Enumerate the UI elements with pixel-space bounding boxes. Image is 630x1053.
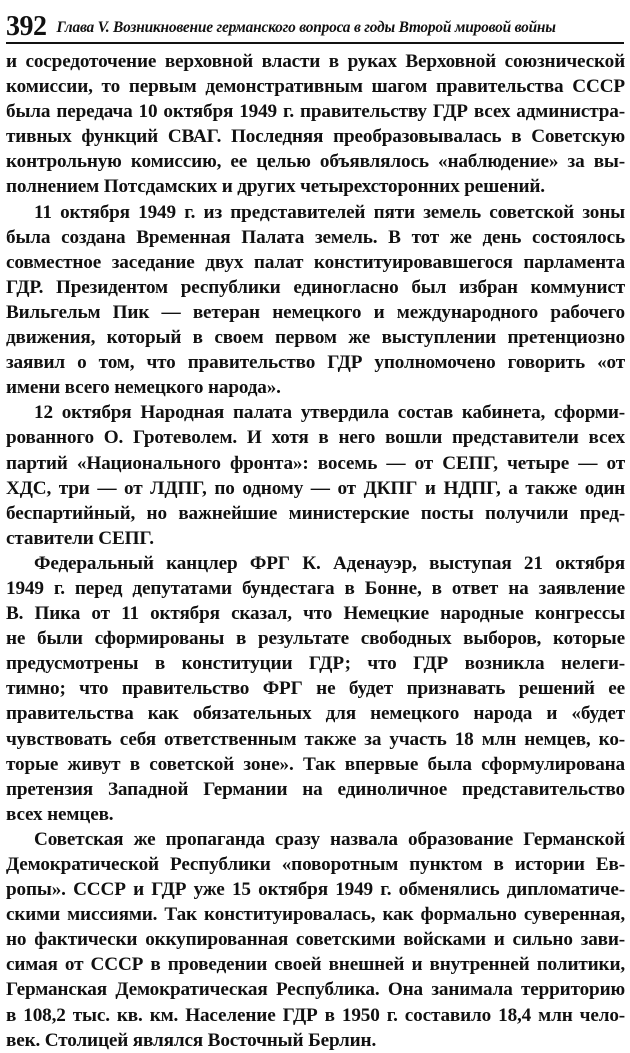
text-line: движения, который в своем первом же выступлении претенциозно [6,327,625,349]
text-line: всех немцев. [6,803,114,825]
text-line: полнением Потсдамских и других четырехсторонних решений. [6,176,545,198]
text-line: Демократической Республики «поворотным пунктом в истории Ев- [6,854,625,875]
text-line: век. Столицей являлся Восточный Берлин. [6,1029,377,1051]
text-line: 11 октября 1949 г. из представителей пяти земель советской зоны [34,201,625,223]
text-line: беспартийный, но важнейшие министерские посты получили пред- [6,502,625,524]
text-line: В. Пика от 11 октября сказал, что Немецкие народные конгрессы [6,603,625,625]
text-line: правительства как обязательных для немецкого народа и «будет [6,703,625,725]
paragraph [6,827,625,1053]
paragraph [6,551,625,827]
text-line: торые живут в советской зоне». Так впервые была сформулирована [6,753,625,775]
text-line: скими миссиями. Так конституировалась, как формально суверенная, [6,904,625,926]
text-line: имени всего немецкого народа». [6,377,281,399]
text-line: 12 октября Народная палата утвердила состав кабинета, сформи- [34,402,625,424]
text-line: ГДР. Президентом республики единогласно был избран коммунист [6,276,625,298]
body-text [6,49,625,1053]
text-line: контрольную комиссию, ее целью объявлялось «наблюдение» за вы- [6,151,625,173]
text-line: и сосредоточение верховной власти в руках Верховной союзнической [6,51,625,72]
page-header [6,2,624,44]
paragraph [6,400,625,551]
text-line: рованного О. Гротеволем. И хотя в него вошли представители всех [6,427,625,449]
text-line: не были сформированы в результате свободных выборов, которые [6,628,625,650]
text-line: совместное заседание двух палат конституировавшегося парламента [6,251,625,273]
paragraph [6,49,625,200]
text-line: Вильгельм Пик — ветеран немецкого и международного рабочего [6,301,625,323]
text-line: ставители СЕПГ. [6,527,154,549]
text-line: заявил о том, что правительство ГДР уполномочено говорить «от [6,352,625,374]
text-line: Германская Демократическая Республика. Она занимала территорию [6,979,625,1001]
text-line: чувствовать себя ответственным также за участь 18 млн немцев, ко- [6,728,625,750]
text-line: тивных функций СВАГ. Последняя преобразовывалась в Советскую [6,126,625,148]
text-line: ропы». СССР и ГДР уже 15 октября 1949 г. обменялись дипломатиче- [6,879,625,901]
text-line: предусмотрены в конституции ГДР; что ГДР возникла нелеги- [6,653,625,675]
running-title: Глава V. Возникновение германского вопроса в годы Второй мировой войны [56,19,556,36]
text-line: была передача 10 октября 1949 г. правительству ГДР всех администра- [6,101,625,123]
text-line: партий «Национального фронта»: восемь — от СЕПГ, четыре — от [6,452,625,474]
text-line: была создана Временная Палата земель. В тот же день состоялось [6,226,625,248]
text-line: тимно; что правительство ФРГ не будет признавать решений ее [6,678,625,700]
text-line: Федеральный канцлер ФРГ К. Аденауэр, выступая 21 октября [34,552,625,574]
text-line: претензия Западной Германии на единоличное представительство [6,778,625,800]
text-line: Советская же пропаганда сразу назвала образование Германской [34,828,625,850]
text-line: но фактически оккупированная советскими войсками и сильно зави- [6,929,625,951]
text-line: 1949 г. перед депутатами бундестага в Бонне, в ответ на заявление [6,577,625,599]
text-line: ХДС, три — от ЛДПГ, по одному — от ДКПГ и НДПГ, а также один [6,477,625,499]
text-line: в 108,2 тыс. кв. км. Население ГДР в 1950 г. составило 18,4 млн чело- [6,1004,625,1026]
text-line: симая от СССР в проведении своей внешней и внутренней политики, [6,954,625,976]
page-number: 392 [6,11,47,42]
text-line: комиссии, то первым демонстративным шагом правительства СССР [6,76,625,98]
paragraph [6,200,625,401]
